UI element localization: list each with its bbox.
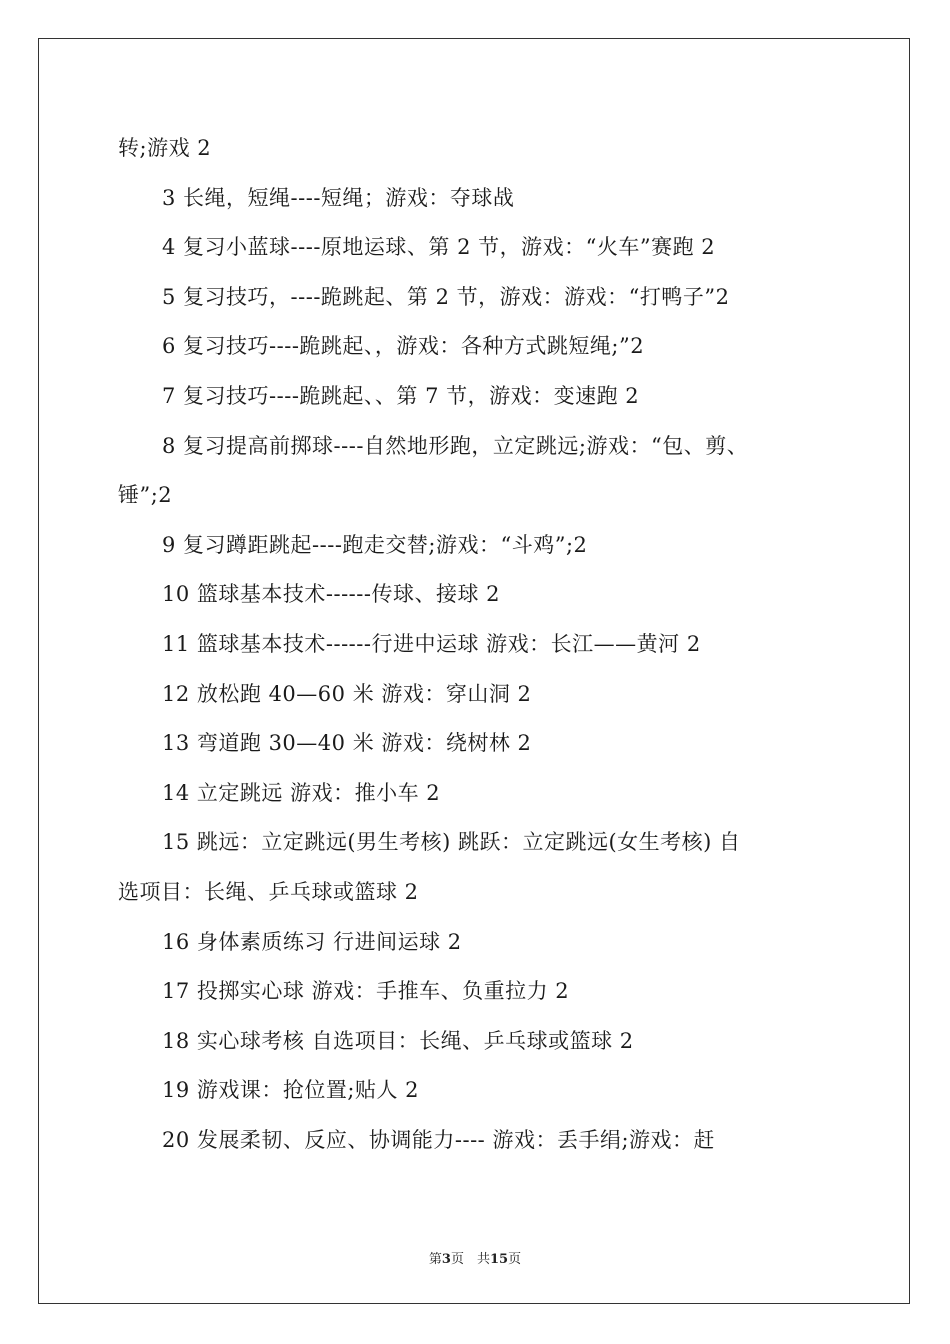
text-line: 锤”;2: [118, 483, 173, 508]
text-line: 转;游戏 2: [118, 136, 212, 160]
text-line: 17 投掷实心球 游戏：手推车、负重拉力 2: [162, 979, 570, 1004]
current-page-number: 3: [441, 1252, 451, 1267]
footer-suffix: 页: [508, 1252, 522, 1267]
footer-prefix: 第: [428, 1252, 442, 1267]
text-line: 6 复习技巧----跪跳起、，游戏：各种方式跳短绳;”2: [162, 334, 645, 359]
text-line: 4 复习小蓝球----原地运球、第 2 节，游戏：“火车”赛跑 2: [162, 235, 716, 260]
text-line: 15 跳远：立定跳远(男生考核) 跳跃：立定跳远(女生考核) 自: [162, 830, 741, 855]
total-page-count: 15: [489, 1252, 509, 1267]
text-line: 选项目：长绳、乒乓球或篮球 2: [118, 879, 419, 904]
page-footer: [0, 1248, 950, 1267]
text-line: 7 复习技巧----跪跳起、、第 7 节，游戏：变速跑 2: [162, 383, 640, 408]
text-line: 14 立定跳远 游戏：推小车 2: [162, 780, 441, 805]
text-line: 13 弯道跑 30—40 米 游戏：绕树林 2: [162, 731, 532, 756]
document-body: [118, 130, 863, 1171]
text-line: 11 篮球基本技术------行进中运球 游戏：长江——黄河 2: [162, 631, 701, 656]
text-line: 5 复习技巧，----跪跳起、第 2 节，游戏：游戏：“打鸭子”2: [162, 284, 730, 309]
text-line: 19 游戏课：抢位置;贴人 2: [162, 1078, 420, 1103]
text-line: 16 身体素质练习 行进间运球 2: [162, 929, 462, 954]
text-line: 18 实心球考核 自选项目：长绳、乒乓球或篮球 2: [162, 1028, 634, 1053]
text-line: 3 长绳，短绳----短绳；游戏：夺球战: [162, 185, 515, 210]
text-line: 10 篮球基本技术------传球、接球 2: [162, 582, 501, 607]
footer-mid: 页 共: [450, 1252, 490, 1267]
text-line: 20 发展柔韧、反应、协调能力---- 游戏：丢手绢;游戏：赶: [162, 1127, 716, 1152]
text-line: 12 放松跑 40—60 米 游戏：穿山洞 2: [162, 681, 532, 706]
text-line: 8 复习提高前掷球----自然地形跑，立定跳远;游戏：“包、剪、: [162, 433, 749, 458]
text-line: 9 复习蹲距跳起----跑走交替;游戏：“斗鸡”;2: [162, 532, 588, 557]
